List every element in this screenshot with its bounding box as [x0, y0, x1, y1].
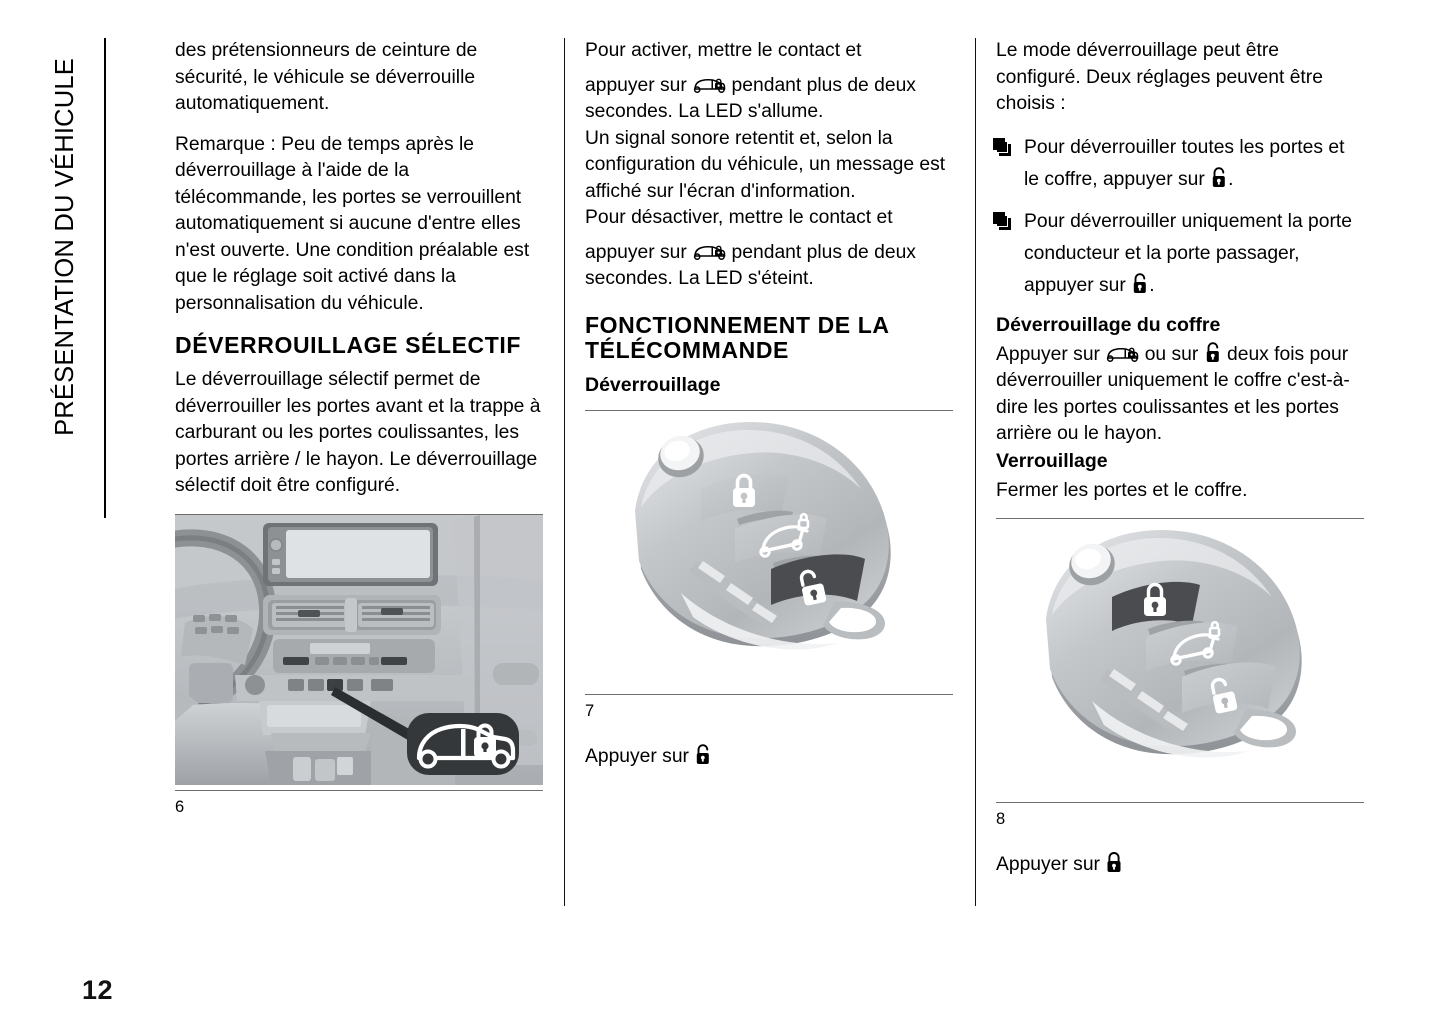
column-divider-1	[564, 38, 565, 906]
right-p2-text-3: deux fois pour déverrouiller uniquement le coffre c'est-à-dire les portes coulissantes et les portes arrière ou le hayon.	[996, 343, 1350, 444]
padlock-open-icon-bullet-2	[1131, 273, 1149, 295]
car-lock-inline-icon-2	[692, 242, 726, 261]
bullet-2-text: Pour déverrouiller uniquement la porte conducteur et la porte passager, appuyer sur	[1024, 210, 1352, 296]
mid-p3-text-before: appuyer sur	[585, 241, 687, 263]
left-heading-deverrouillage-selectif: DÉVERROUILLAGE SÉLECTIF	[175, 332, 522, 358]
mid-paragraph-1-line-1: Pour activer, mettre le contact et	[585, 40, 862, 61]
column-right	[996, 38, 1364, 878]
bullet-1-period: .	[1228, 168, 1234, 190]
mid-paragraph-2: Un signal sonore retentit et, selon la configuration du véhicule, un message est affiché sur l'écran d'information.	[585, 127, 946, 202]
section-tab	[0, 30, 130, 530]
figure-8-number: 8	[996, 810, 1006, 828]
dashboard-svg	[175, 515, 543, 785]
car-lock-icon	[407, 713, 519, 775]
key-fob-lock-svg	[996, 519, 1364, 797]
right-paragraph-3: Fermer les portes et le coffre.	[996, 479, 1248, 501]
list-item	[996, 132, 1364, 196]
right-paragraph-2	[996, 342, 1364, 448]
right-bullet-list	[996, 132, 1364, 302]
mid-heading-fonctionnement: FONCTIONNEMENT DE LA TÉLÉCOMMANDE	[585, 311, 889, 363]
bullet-2-period: .	[1149, 274, 1155, 296]
square-bullet-icon	[996, 141, 1008, 153]
column-divider-2	[975, 38, 976, 906]
car-lock-inline-svg-3	[1105, 344, 1139, 363]
key-fob-unlock-svg	[585, 411, 953, 689]
mid-caption	[585, 722, 953, 770]
padlock-closed-svg	[1105, 852, 1123, 874]
padlock-open-svg-p2	[1204, 342, 1222, 364]
mid-paragraph-3-line-1: Pour désactiver, mettre le contact et	[585, 207, 893, 228]
left-paragraph-2: Remarque : Peu de temps après le déverrouillage à l'aide de la télécommande, les portes se verrouillent automatiquement si aucune d'entre elles n'est ouverte. Une condition préalable est que le réglage soit activé dans la personnalisation du véhicule.	[175, 133, 530, 314]
padlock-open-icon-p2	[1204, 342, 1222, 364]
right-caption-text: Appuyer sur	[996, 854, 1100, 875]
mid-p1-text-after: pendant plus de deux secondes. La LED s'allume.	[585, 74, 916, 122]
column-left	[175, 38, 543, 818]
page-number: 12	[82, 975, 114, 1005]
car-lock-inline-icon-3	[1105, 344, 1139, 363]
padlock-open-svg	[694, 744, 712, 766]
figure-7-number: 7	[585, 701, 595, 720]
key-fob-lock-illustration	[996, 519, 1364, 802]
right-p2-text-1: Appuyer sur	[996, 343, 1100, 365]
padlock-open-icon	[694, 744, 712, 766]
mid-caption-text: Appuyer sur	[585, 745, 689, 767]
key-fob-unlock-illustration	[585, 411, 953, 694]
right-subheading-coffre: Déverrouillage du coffre	[996, 313, 1221, 336]
left-paragraph-3: Le déverrouillage sélectif permet de déverrouiller les portes avant et la trappe à carburant ou les portes coulissantes, les portes arrière / le hayon. Le déverrouillage sélectif doit être configuré.	[175, 369, 541, 496]
padlock-closed-icon	[1105, 852, 1123, 874]
mid-paragraph-3-line-2	[585, 240, 953, 293]
car-lock-inline-icon	[692, 75, 726, 94]
right-paragraph-1: Le mode déverrouillage peut être configuré. Deux réglages peuvent être choisis :	[996, 40, 1323, 114]
padlock-open-svg-b1	[1210, 167, 1228, 189]
mid-p3-text-after: pendant plus de deux secondes. La LED s'éteint.	[585, 241, 916, 289]
column-middle	[585, 38, 953, 770]
car-lock-inline-svg	[692, 75, 726, 94]
figure-dashboard	[175, 514, 543, 818]
padlock-open-svg-b2	[1131, 273, 1149, 295]
section-tab-label: PRÉSENTATION DU VÉHICULE	[51, 58, 79, 436]
square-bullet-icon	[996, 215, 1008, 227]
car-lock-inline-svg-2	[692, 242, 726, 261]
mid-paragraph-1-line-2	[585, 73, 953, 126]
dashboard-illustration	[175, 515, 543, 790]
figure-number: 6	[175, 797, 185, 816]
figure-key-fob-lock	[996, 518, 1364, 878]
right-p2-text-2: ou sur	[1144, 343, 1199, 365]
bullet-1-text: Pour déverrouiller toutes les portes et le coffre, appuyer sur	[1024, 136, 1345, 190]
left-paragraph-1: des prétensionneurs de ceinture de sécurité, le véhicule se déverrouille automatiquement.	[175, 40, 478, 114]
padlock-open-icon-bullet-1	[1210, 167, 1228, 189]
figure-key-fob-unlock	[585, 410, 953, 770]
right-subheading-verrouillage: Verrouillage	[996, 449, 1108, 472]
right-caption	[996, 830, 1364, 878]
mid-p1-text-before: appuyer sur	[585, 74, 687, 96]
list-item	[996, 206, 1364, 302]
section-tab-rule	[104, 38, 106, 518]
mid-subheading-deverrouillage: Déverrouillage	[585, 373, 721, 396]
